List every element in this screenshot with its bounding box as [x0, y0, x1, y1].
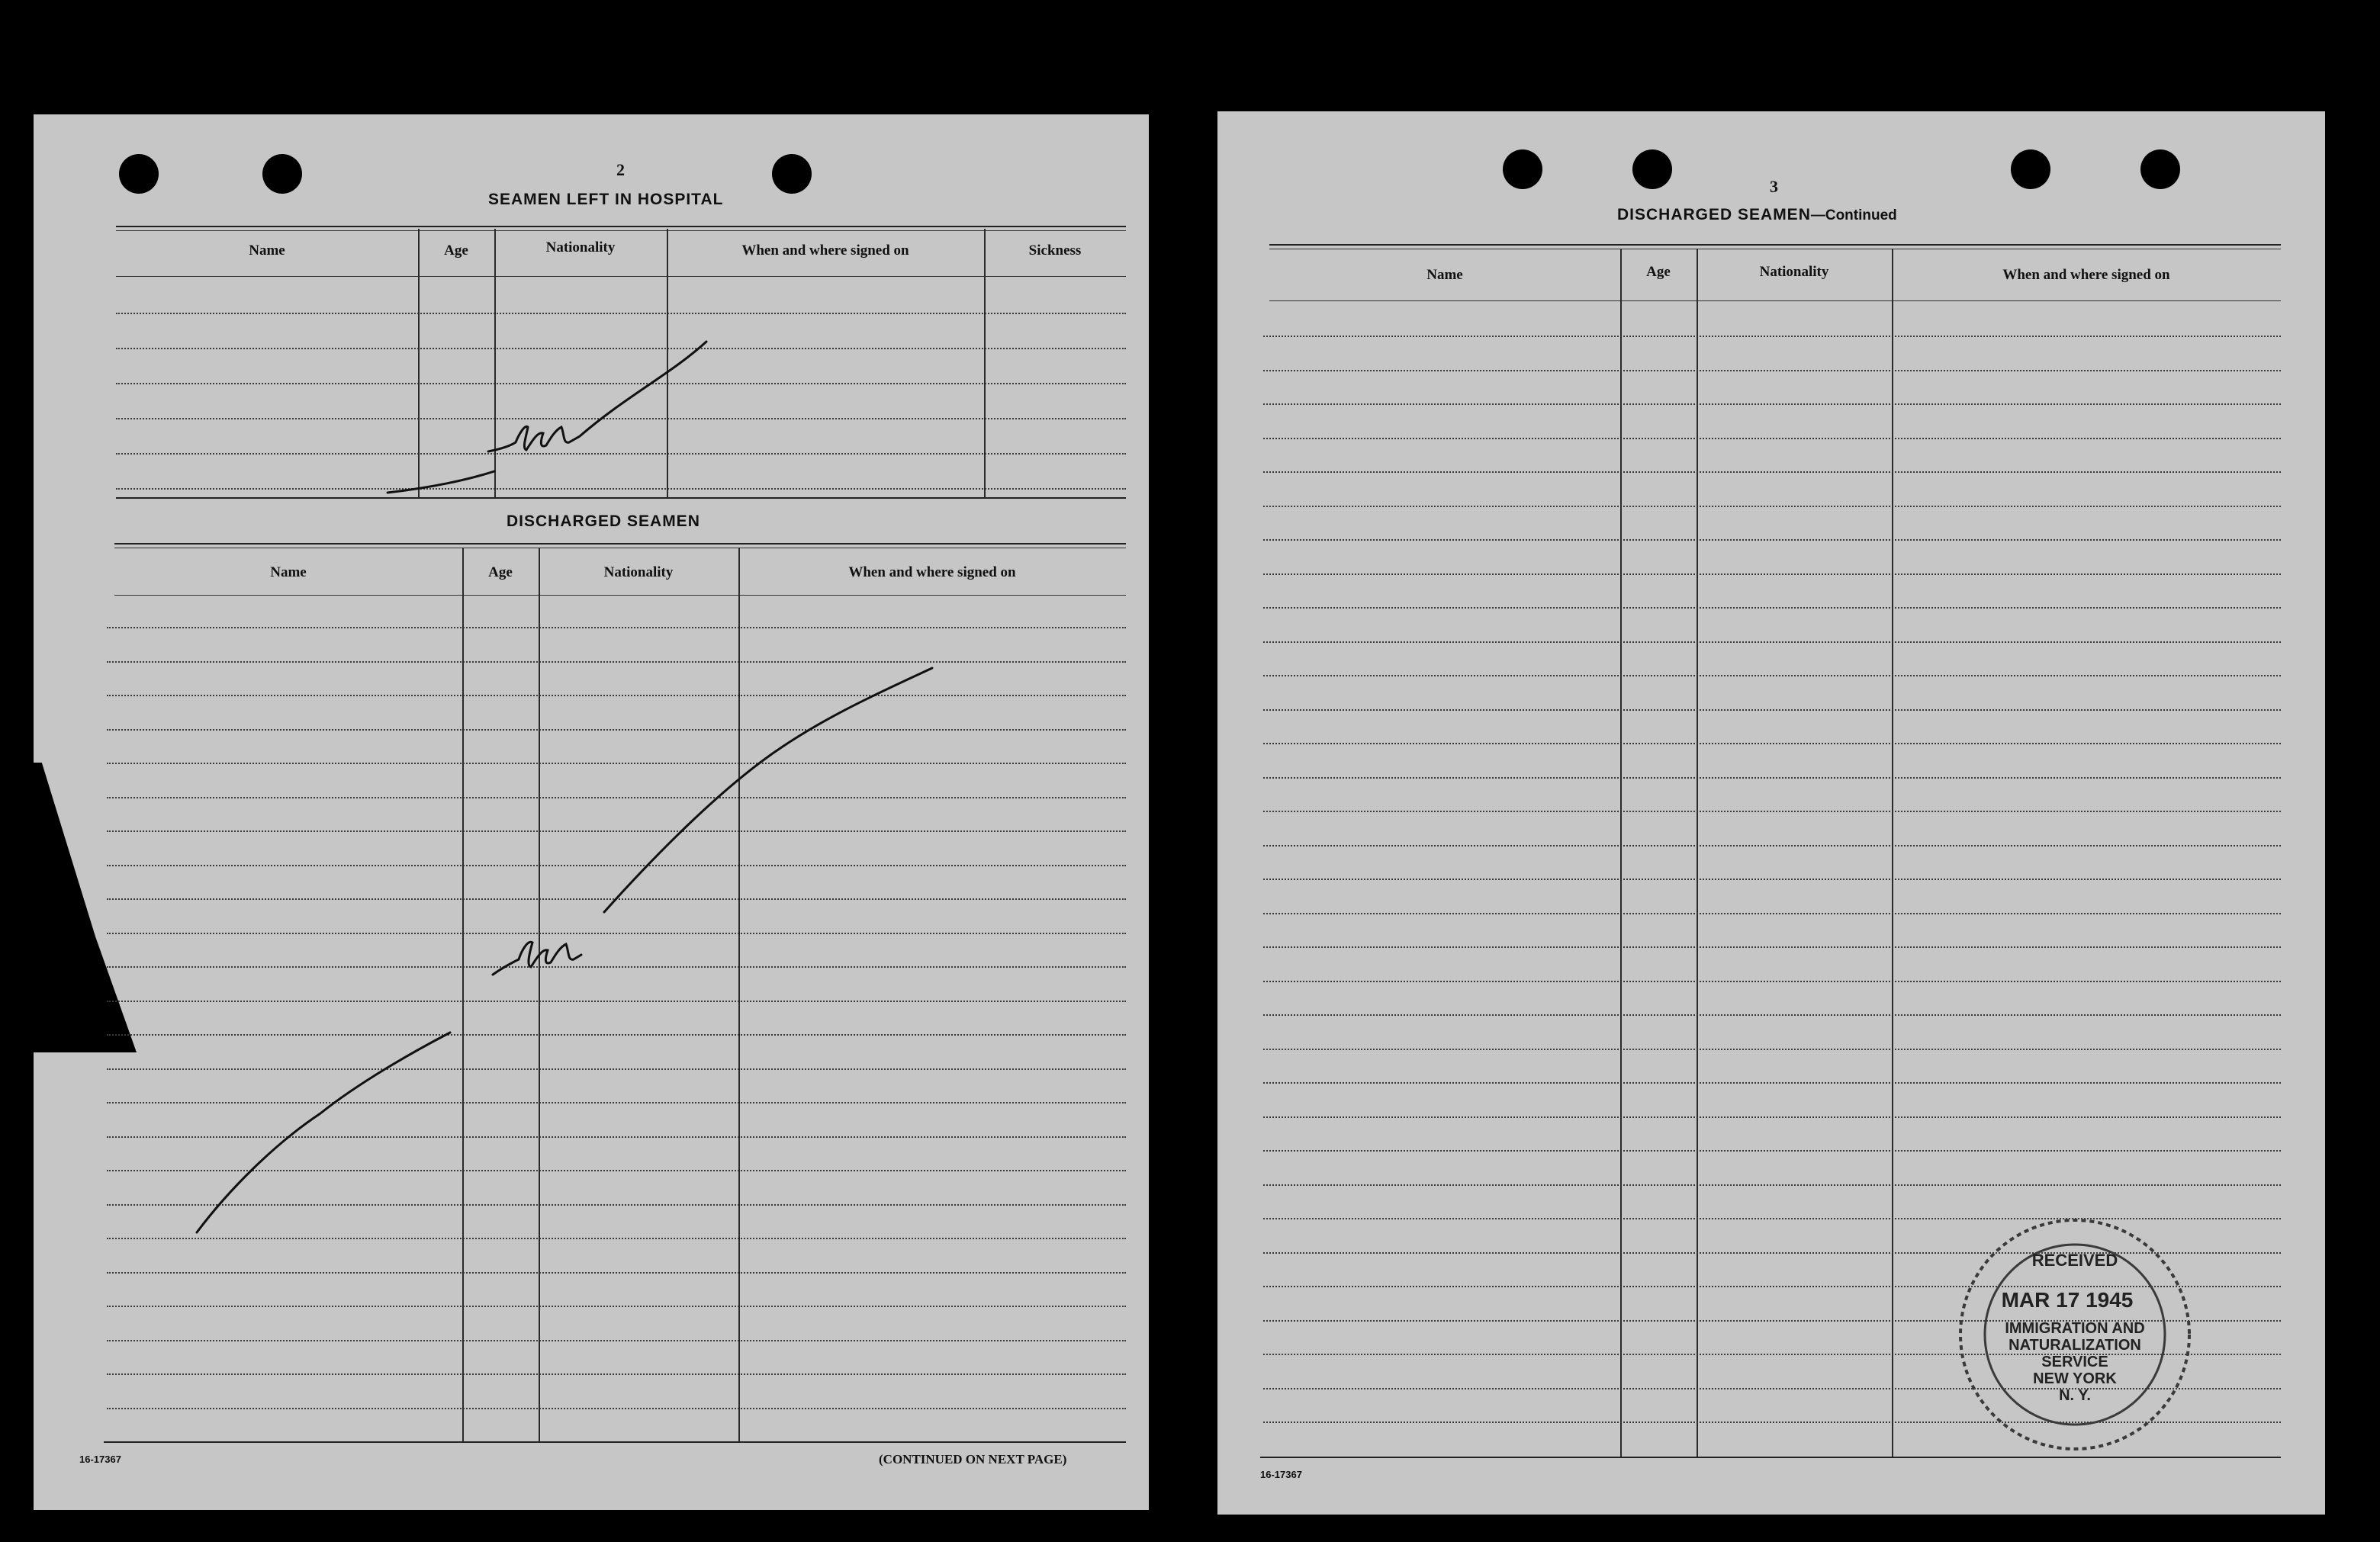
- title-main: DISCHARGED SEAMEN: [1617, 206, 1811, 223]
- ink-stroke: [197, 1033, 450, 1232]
- continued-note: (CONTINUED ON NEXT PAGE): [879, 1452, 1067, 1467]
- column-header-age: Age: [444, 243, 468, 259]
- stamp-line: NEW YORK: [2033, 1370, 2117, 1387]
- stamp-line: SERVICE: [2041, 1354, 2108, 1370]
- ink-stroke: [604, 668, 932, 912]
- column-header-name: Name: [270, 564, 307, 580]
- page-number: 2: [616, 160, 625, 179]
- stamp-line: NATURALIZATION: [2009, 1337, 2141, 1354]
- stamp-received: RECEIVED: [2031, 1251, 2118, 1270]
- column-header-sickness: Sickness: [1028, 243, 1082, 259]
- hospital-section-title: SEAMEN LEFT IN HOSPITAL: [488, 191, 724, 208]
- column-header-signed-on: When and where signed on: [741, 243, 909, 259]
- column-header-nationality: Nationality: [545, 239, 616, 255]
- received-stamp: [1953, 1213, 2197, 1457]
- title-suffix: —Continued: [1810, 207, 1897, 223]
- form-number: 16-17367: [1260, 1469, 1302, 1480]
- stamp-line: IMMIGRATION AND: [2005, 1320, 2145, 1337]
- column-header-name: Name: [1426, 267, 1463, 283]
- column-header-signed-on: When and where signed on: [848, 564, 1016, 580]
- stamp-line: N. Y.: [2059, 1387, 2091, 1404]
- column-header-age: Age: [488, 564, 513, 580]
- ink-stroke: [488, 342, 706, 451]
- stamp-date: MAR 17 1945: [2001, 1288, 2134, 1312]
- column-header-age: Age: [1646, 264, 1671, 280]
- ink-stroke: [493, 942, 581, 975]
- page-number: 3: [1770, 177, 1778, 196]
- discharged-section-title: DISCHARGED SEAMEN: [507, 512, 700, 530]
- column-header-signed-on: When and where signed on: [2002, 267, 2170, 283]
- ink-stroke: [388, 471, 494, 493]
- column-header-nationality: Nationality: [1759, 264, 1829, 280]
- form-number: 16-17367: [79, 1454, 121, 1465]
- column-header-nationality: Nationality: [603, 564, 674, 580]
- column-header-name: Name: [249, 243, 285, 259]
